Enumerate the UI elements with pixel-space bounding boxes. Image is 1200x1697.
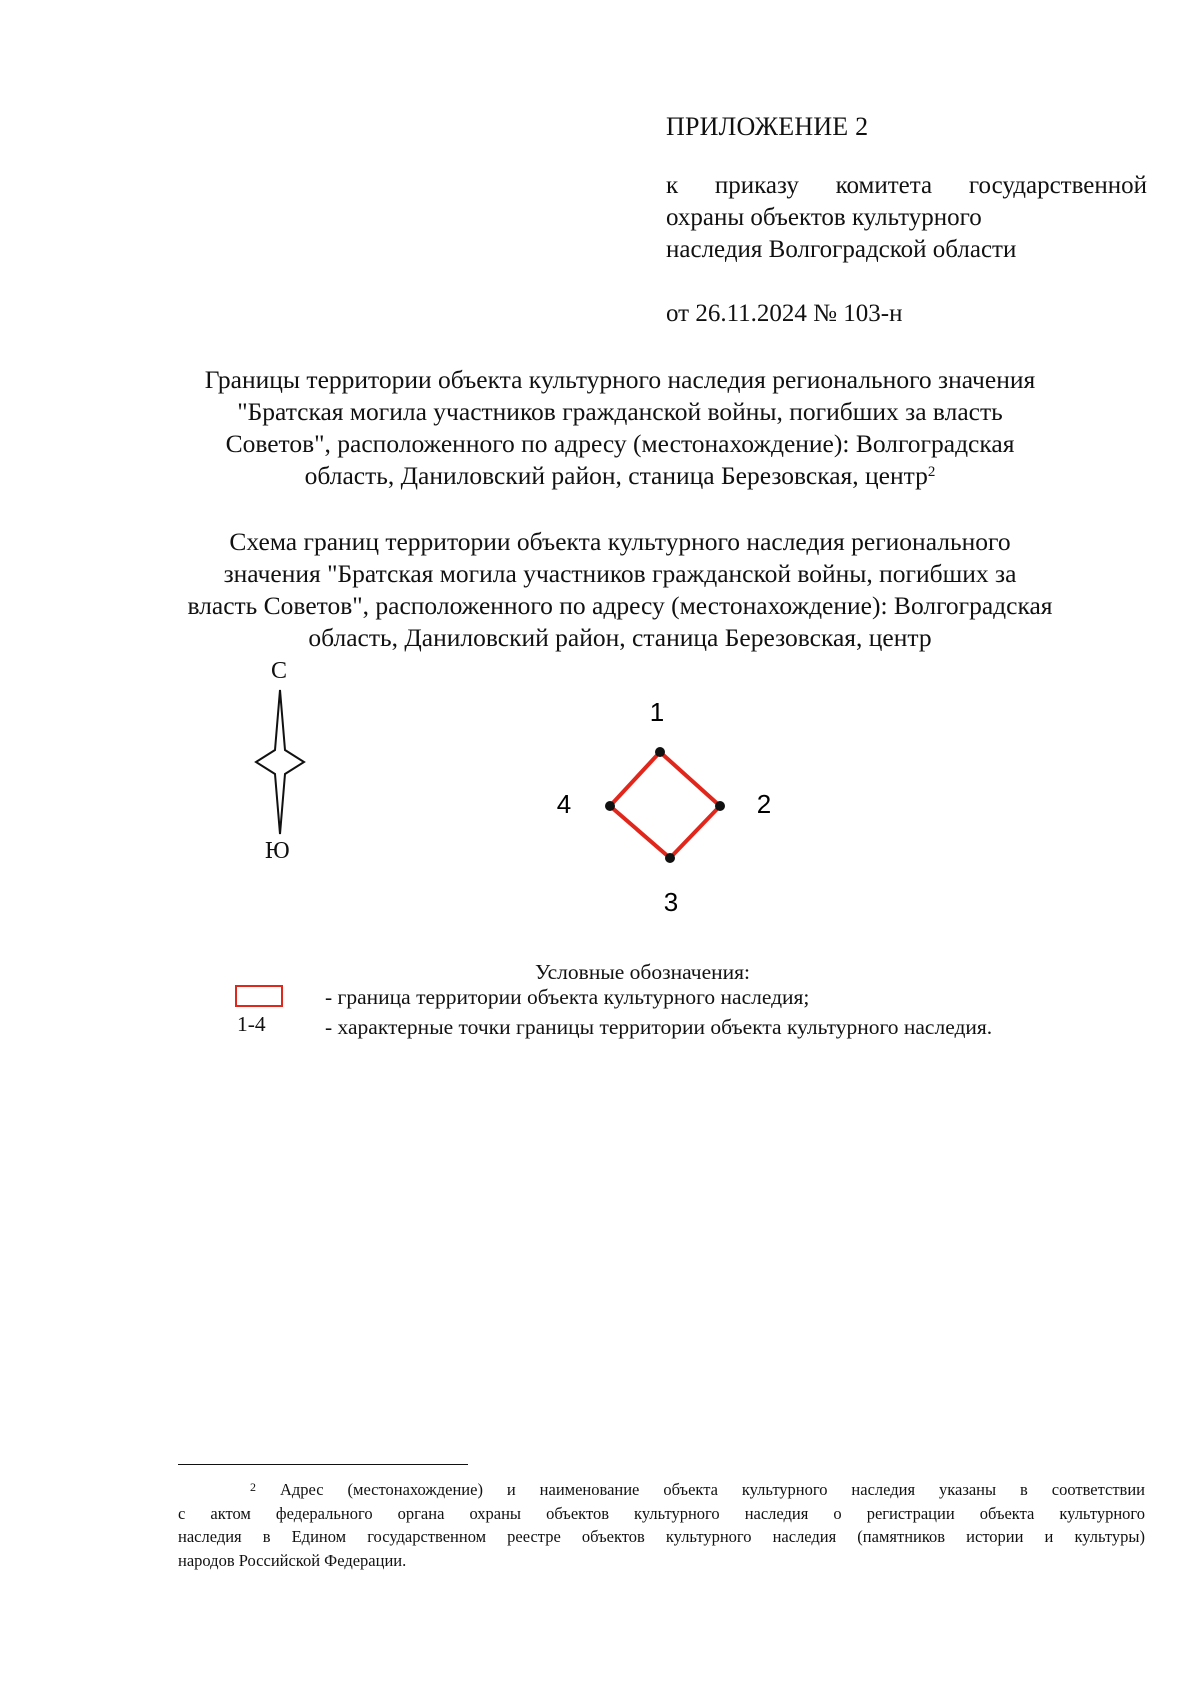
scheme-title-line-1: Схема границ территории объекта культурного наследия регионального xyxy=(229,527,1011,556)
footnote-line-1-text: Адрес (местонахождение) и наименование объекта культурного наследия указаны в соответствии xyxy=(279,1480,1146,1499)
boundary-point-1-label: 1 xyxy=(649,696,665,727)
order-line-1: к приказу комитета государственной xyxy=(666,172,1147,199)
title-footnote-mark: 2 xyxy=(927,464,936,480)
legend-title: Условные обозначения: xyxy=(535,960,751,984)
order-date-line: от 26.11.2024 № 103-н xyxy=(666,300,903,327)
boundary-scheme xyxy=(540,680,800,930)
boundary-point-3-marker xyxy=(665,853,675,863)
footnote-separator xyxy=(178,1464,468,1465)
boundary-point-1-marker xyxy=(655,747,665,757)
boundary-point-3-label: 3 xyxy=(663,886,679,917)
boundary-point-2-label: 2 xyxy=(756,788,772,819)
footnote-line-4: народов Российской Федерации. xyxy=(178,1550,407,1570)
boundary-point-2-marker xyxy=(715,801,725,811)
footnote xyxy=(178,1478,1145,1572)
legend-points-label: - характерные точки границы территории объекта культурного наследия. xyxy=(325,1015,993,1039)
footnote-line-1 xyxy=(178,1478,1145,1502)
legend-boundary-label: - граница территории объекта культурного наследия; xyxy=(325,985,810,1009)
title-line-4-text: область, Даниловский район, станица Березовская, центр xyxy=(304,461,928,490)
title-line-1: Границы территории объекта культурного наследия регионального значения xyxy=(204,365,1036,394)
footnote-line-2: с актом федерального органа охраны объектов культурного наследия о регистрации объекта культурного xyxy=(178,1503,1145,1523)
title-line-4 xyxy=(120,460,1120,492)
document-title xyxy=(120,364,1120,492)
boundary-polygon xyxy=(610,752,720,858)
order-line-2: охраны объектов культурного xyxy=(666,204,982,231)
legend-points-range: 1-4 xyxy=(237,1012,266,1036)
scheme-title-line-4: область, Даниловский район, станица Березовская, центр xyxy=(308,623,932,652)
order-line-3: наследия Волгоградской области xyxy=(666,236,1017,263)
title-line-2: "Братская могила участников гражданской войны, погибших за власть xyxy=(237,397,1003,426)
boundary-point-4-marker xyxy=(605,801,615,811)
title-line-3: Советов", расположенного по адресу (местонахождение): Волгоградская xyxy=(225,429,1015,458)
compass-south-label: Ю xyxy=(265,838,290,864)
scheme-title xyxy=(120,526,1120,654)
boundary-point-4-label: 4 xyxy=(556,788,572,819)
compass-rose-icon xyxy=(250,688,310,838)
footnote-mark: 2 xyxy=(250,1480,256,1494)
compass-north-label: С xyxy=(271,658,288,684)
scheme-title-line-2: значения "Братская могила участников гражданской войны, погибших за xyxy=(223,559,1017,588)
scheme-title-line-3: власть Советов", расположенного по адресу (местонахождение): Волгоградская xyxy=(187,591,1053,620)
footnote-line-3: наследия в Едином государственном реестре объектов культурного наследия (памятников истории и культуры) xyxy=(178,1527,1145,1546)
appendix-title: ПРИЛОЖЕНИЕ 2 xyxy=(666,112,869,141)
legend-boundary-swatch xyxy=(235,985,283,1007)
